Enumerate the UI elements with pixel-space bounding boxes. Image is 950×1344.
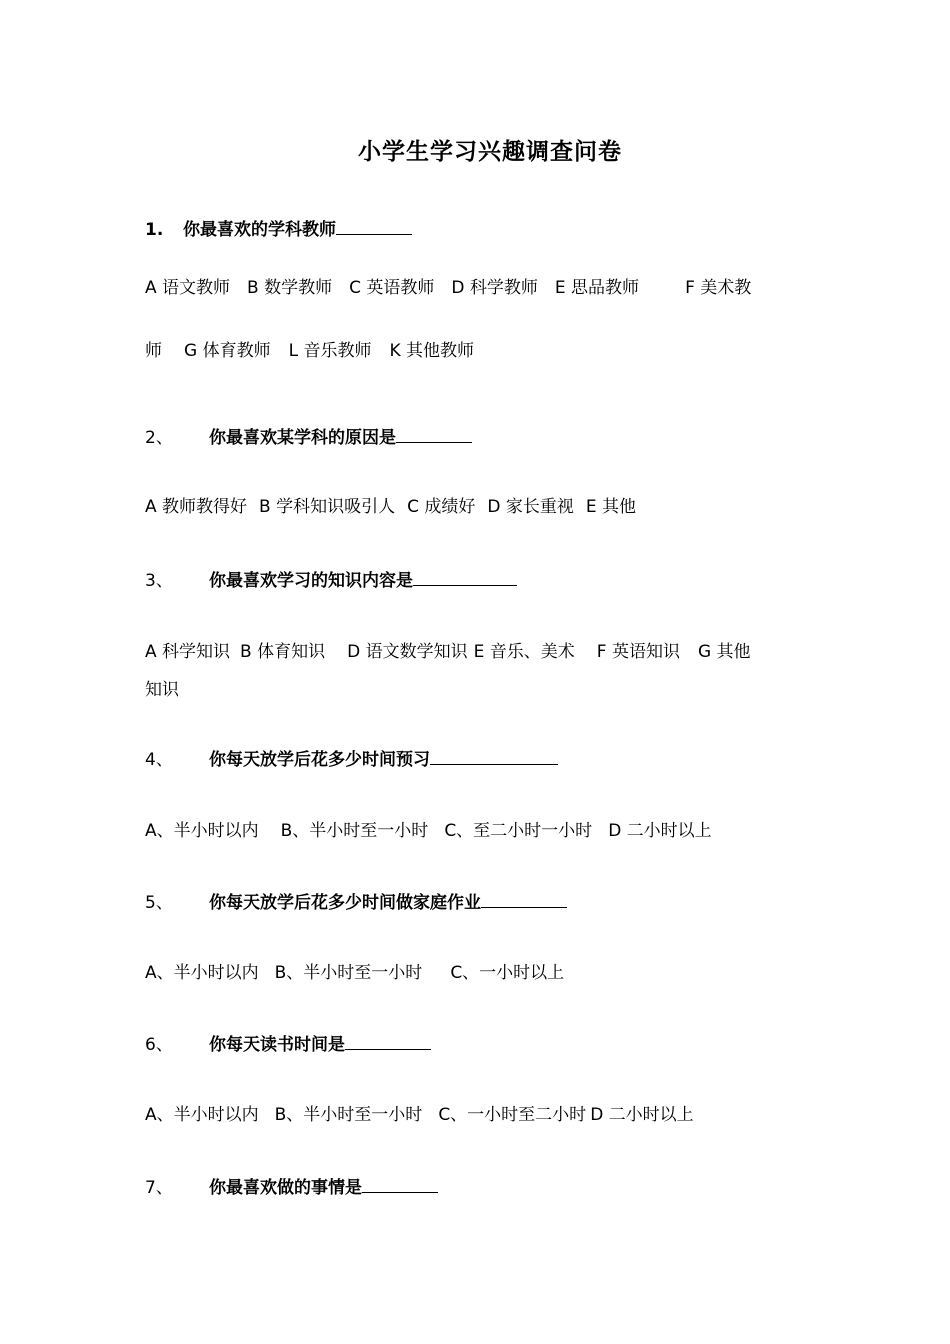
- answer-blank: [430, 748, 558, 765]
- question-1-options-line-2: [145, 336, 474, 361]
- option: A、半小时以内: [145, 963, 259, 983]
- option: E 思品教师: [554, 278, 640, 298]
- question-text: 你每天读书时间是: [209, 1035, 345, 1055]
- question-1-options-line-1: [145, 273, 751, 298]
- option: D 语文数学知识: [347, 642, 468, 662]
- option: D 科学教师: [451, 278, 538, 298]
- option: K 其他教师: [389, 341, 475, 361]
- option: A 语文教师: [145, 278, 231, 298]
- option: A、半小时以内: [145, 1105, 259, 1125]
- option: F 英语知识: [596, 642, 680, 662]
- option: A、半小时以内: [145, 821, 259, 841]
- page-title: 小学生学习兴趣调查问卷: [358, 138, 622, 165]
- option: C、一小时至二小时: [438, 1105, 587, 1125]
- question-text: 你最喜欢某学科的原因是: [209, 428, 396, 448]
- option: 师: [145, 341, 162, 361]
- question-text: 你最喜欢做的事情是: [209, 1178, 362, 1198]
- option: 知识: [145, 680, 179, 700]
- option: G 其他: [697, 642, 751, 662]
- option: C 成绩好: [407, 497, 476, 517]
- question-text: 你每天放学后花多少时间做家庭作业: [209, 893, 481, 913]
- question-2-options: [145, 492, 636, 517]
- question-5: [145, 888, 567, 913]
- option: C、至二小时一小时: [444, 821, 593, 841]
- question-number: 4、: [145, 750, 173, 770]
- answer-blank: [396, 426, 472, 443]
- option: A 科学知识: [145, 642, 231, 662]
- option: D 二小时以上: [590, 1105, 694, 1125]
- option: B 数学教师: [247, 278, 333, 298]
- answer-blank: [481, 891, 567, 908]
- option: L 音乐教师: [288, 341, 372, 361]
- option: E 音乐、美术: [473, 642, 575, 662]
- question-7: [145, 1173, 438, 1198]
- option: B、半小时至一小时: [274, 1105, 423, 1125]
- option: B、半小时至一小时: [280, 821, 429, 841]
- option: A 教师教得好: [145, 497, 248, 517]
- question-5-options: [145, 958, 564, 983]
- option: E 其他: [585, 497, 637, 517]
- question-number: 3、: [145, 571, 173, 591]
- answer-blank: [413, 569, 517, 586]
- option: G 体育教师: [184, 341, 271, 361]
- question-number: 7、: [145, 1178, 173, 1198]
- question-number: 6、: [145, 1035, 173, 1055]
- question-text: 你最喜欢的学科教师: [183, 220, 336, 240]
- question-4: [145, 745, 558, 770]
- question-6: [145, 1030, 431, 1055]
- question-number: 1.: [145, 220, 164, 240]
- question-6-options: [145, 1100, 694, 1125]
- answer-blank: [362, 1176, 438, 1193]
- answer-blank: [336, 218, 412, 235]
- question-number: 2、: [145, 428, 173, 448]
- option: B、半小时至一小时: [274, 963, 423, 983]
- question-3-options-line-2: [145, 675, 179, 700]
- option: B 学科知识吸引人: [259, 497, 396, 517]
- question-4-options: [145, 816, 712, 841]
- question-1: [145, 215, 412, 240]
- question-text: 你最喜欢学习的知识内容是: [209, 571, 413, 591]
- option: C、一小时以上: [450, 963, 565, 983]
- option: F 美术教: [685, 278, 752, 298]
- option: B 体育知识: [240, 642, 326, 662]
- option: C 英语教师: [349, 278, 435, 298]
- question-3-options-line-1: [145, 637, 751, 662]
- question-2: [145, 423, 472, 448]
- option: D 二小时以上: [608, 821, 712, 841]
- answer-blank: [345, 1033, 431, 1050]
- question-number: 5、: [145, 893, 173, 913]
- question-text: 你每天放学后花多少时间预习: [209, 750, 430, 770]
- option: D 家长重视: [487, 497, 574, 517]
- question-3: [145, 566, 517, 591]
